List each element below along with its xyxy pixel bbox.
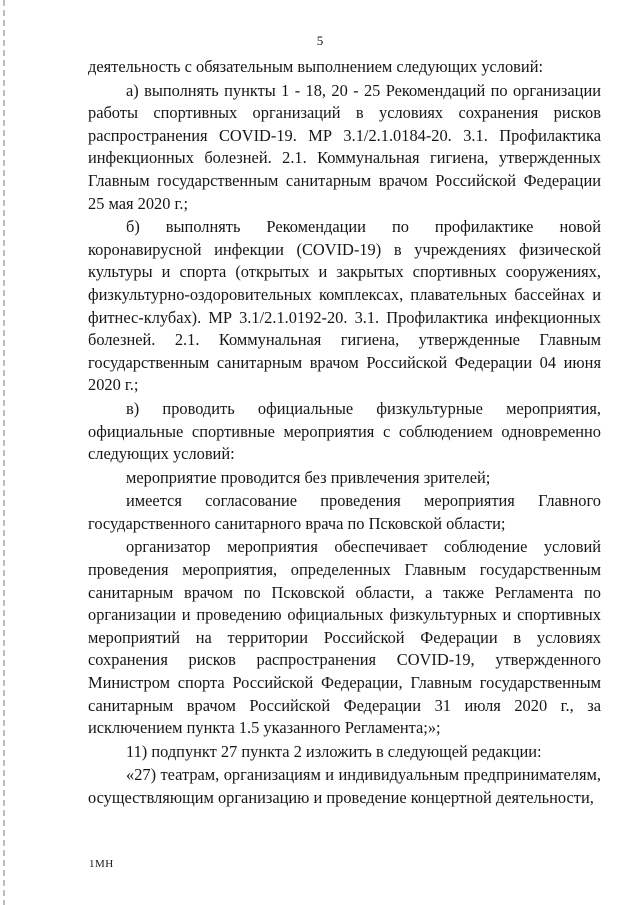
paragraph-item-11: 11) подпункт 27 пункта 2 изложить в следующей редакции: <box>126 741 542 761</box>
scan-edge <box>3 0 5 905</box>
footer-code: 1MH <box>89 858 114 870</box>
paragraph-intro: деятельность с обязательным выполнением следующих условий: <box>88 57 544 76</box>
paragraph-item-v: в) проводить официальные физкультурные мероприятия, официальные спортивные мероприятия с соблюдением одновременно следующих условий: <box>88 398 601 464</box>
paragraph-condition-approval: имеется согласование проведения мероприятия Главного государственного санитарного врача по Псковской области; <box>88 491 601 533</box>
paragraph-item-b: б) выполнять Рекомендации по профилактике новой коронавирусной инфекции (COVID-19) в учреждениях физической культуры и спорта (открытых и закрытых спортивных сооружениях, физкультурно-оздоровительных комплексах, плавательных бассейнах и фитнес-клубах). МР 3.1/2.1.0192-20. 3.1. Профилактика инфекционных болезней. 2.1. Коммунальная гигиена, утвержденные Главным государственным санитарным врачом Российской Федерации 04 июня 2020 г.; <box>88 217 601 395</box>
document-body <box>88 56 601 810</box>
paragraph-item-27: «27) театрам, организациям и индивидуальным предпринимателям, осуществляющим организацию и проведение концертной деятельности, <box>88 765 601 807</box>
paragraph-condition-no-spectators: мероприятие проводится без привлечения зрителей; <box>126 467 491 487</box>
paragraph-item-a: а) выполнять пункты 1 - 18, 20 - 25 Рекомендаций по организации работы спортивных организаций в условиях сохранения рисков распространения COVID-19. МР 3.1/2.1.0184-20. 3.1. Профилактика инфекционных болезней. 2.1. Коммунальная гигиена, утвержденных Главным государственным санитарным врачом Российской Федерации 25 мая 2020 г.; <box>88 80 601 213</box>
paragraph-condition-organizer: организатор мероприятия обеспечивает соблюдение условий проведения мероприятия, определенных Главным государственным санитарным врачом по Псковской области, а также Регламента по организации и проведению официальных физкультурных и спортивных мероприятий на территории Российской Федерации в условиях сохранения рисков распространения COVID-19, утвержденного Министром спорта Российской Федерации, Главным государственным санитарным врачом Российской Федерации 31 июля 2020 г., за исключением пункта 1.5 указанного Регламента;»; <box>88 537 601 738</box>
page-number: 5 <box>316 33 324 48</box>
